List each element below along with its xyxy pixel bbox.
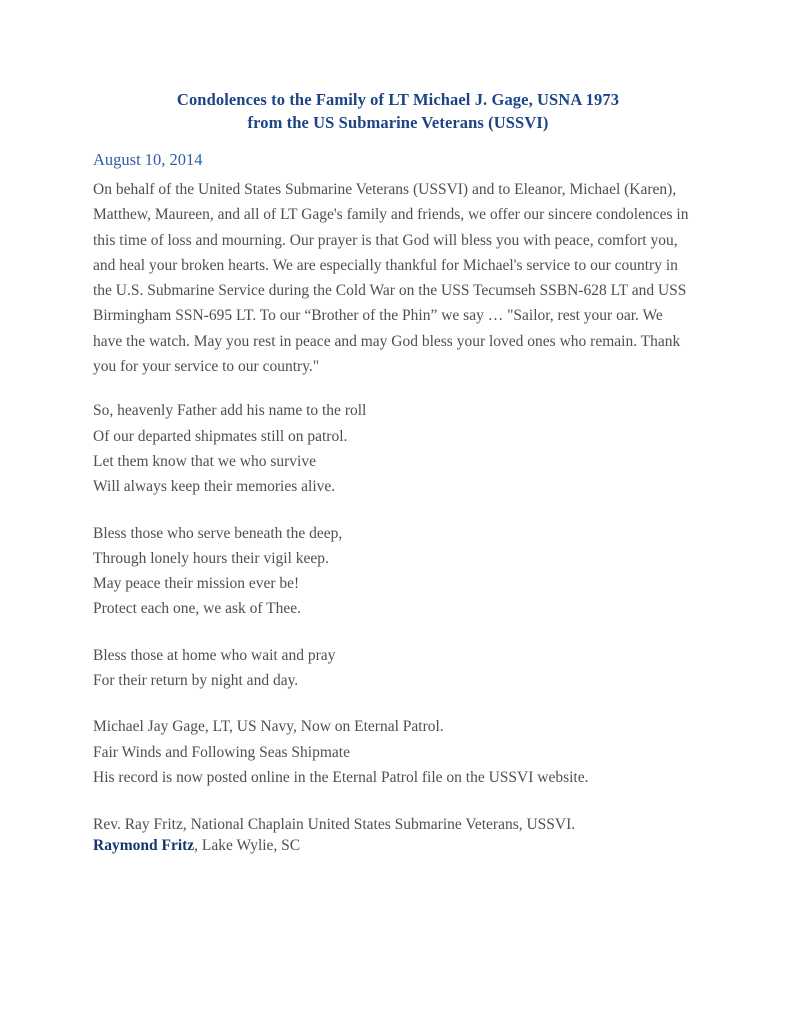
poem-line: Bless those at home who wait and pray bbox=[93, 646, 336, 664]
document-title bbox=[93, 88, 703, 134]
paragraph-line: you for your service to our country." bbox=[93, 358, 320, 376]
paragraph-line: On behalf of the United States Submarine Veterans (USSVI) and to Eleanor, Michael (Karen), bbox=[93, 181, 677, 198]
date: August 10, 2014 bbox=[93, 150, 203, 169]
paragraph-line: Birmingham SSN-695 LT. To our “Brother of the Phin” we say … "Sailor, rest your oar. We bbox=[93, 307, 663, 325]
document-title-line2: from the US Submarine Veterans (USSVI) bbox=[247, 113, 549, 132]
signature-location: , Lake Wylie, SC bbox=[194, 837, 301, 855]
signature-name-line bbox=[93, 835, 703, 856]
paragraph-line: have the watch. May you rest in peace and may God bless your loved ones who remain. Thank bbox=[93, 332, 681, 350]
signature-name: Raymond Fritz bbox=[93, 837, 195, 855]
poem-line: May peace their mission ever be! bbox=[93, 575, 300, 593]
poem-stanza-1 bbox=[93, 398, 703, 499]
condolence-paragraph bbox=[93, 177, 703, 379]
memorial-line: Michael Jay Gage, LT, US Navy, Now on Eternal Patrol. bbox=[93, 718, 444, 736]
poem-line: Protect each one, we ask of Thee. bbox=[93, 600, 302, 618]
poem-stanza-2 bbox=[93, 521, 703, 622]
signature-title-line: Rev. Ray Fritz, National Chaplain United States Submarine Veterans, USSVI. bbox=[93, 816, 576, 834]
poem-line: Bless those who serve beneath the deep, bbox=[93, 524, 343, 542]
memorial-line: Fair Winds and Following Seas Shipmate bbox=[93, 743, 350, 761]
paragraph-line: the U.S. Submarine Service during the Cold War on the USS Tecumseh SSBN-628 LT and USS bbox=[93, 282, 687, 300]
signature-block bbox=[93, 814, 703, 856]
poem-line: So, heavenly Father add his name to the roll bbox=[93, 402, 367, 420]
paragraph-line: this time of loss and mourning. Our prayer is that God will bless you with peace, comfort you, bbox=[93, 231, 678, 249]
poem-line: For their return by night and day. bbox=[93, 672, 299, 690]
poem-line: Of our departed shipmates still on patrol. bbox=[93, 427, 348, 445]
poem-line: Through lonely hours their vigil keep. bbox=[93, 549, 329, 567]
paragraph-line: Matthew, Maureen, and all of LT Gage's family and friends, we offer our sincere condolences in bbox=[93, 206, 689, 224]
memorial-block bbox=[93, 714, 703, 790]
poem-line: Will always keep their memories alive. bbox=[93, 478, 336, 496]
paragraph-line: and heal your broken hearts. We are especially thankful for Michael's service to our country in bbox=[93, 256, 678, 274]
document-title-line1: Condolences to the Family of LT Michael J. Gage, USNA 1973 bbox=[176, 90, 620, 109]
poem-stanza-3 bbox=[93, 643, 703, 694]
memorial-line: His record is now posted online in the Eternal Patrol file on the USSVI website. bbox=[93, 768, 589, 786]
poem-line: Let them know that we who survive bbox=[93, 452, 316, 470]
